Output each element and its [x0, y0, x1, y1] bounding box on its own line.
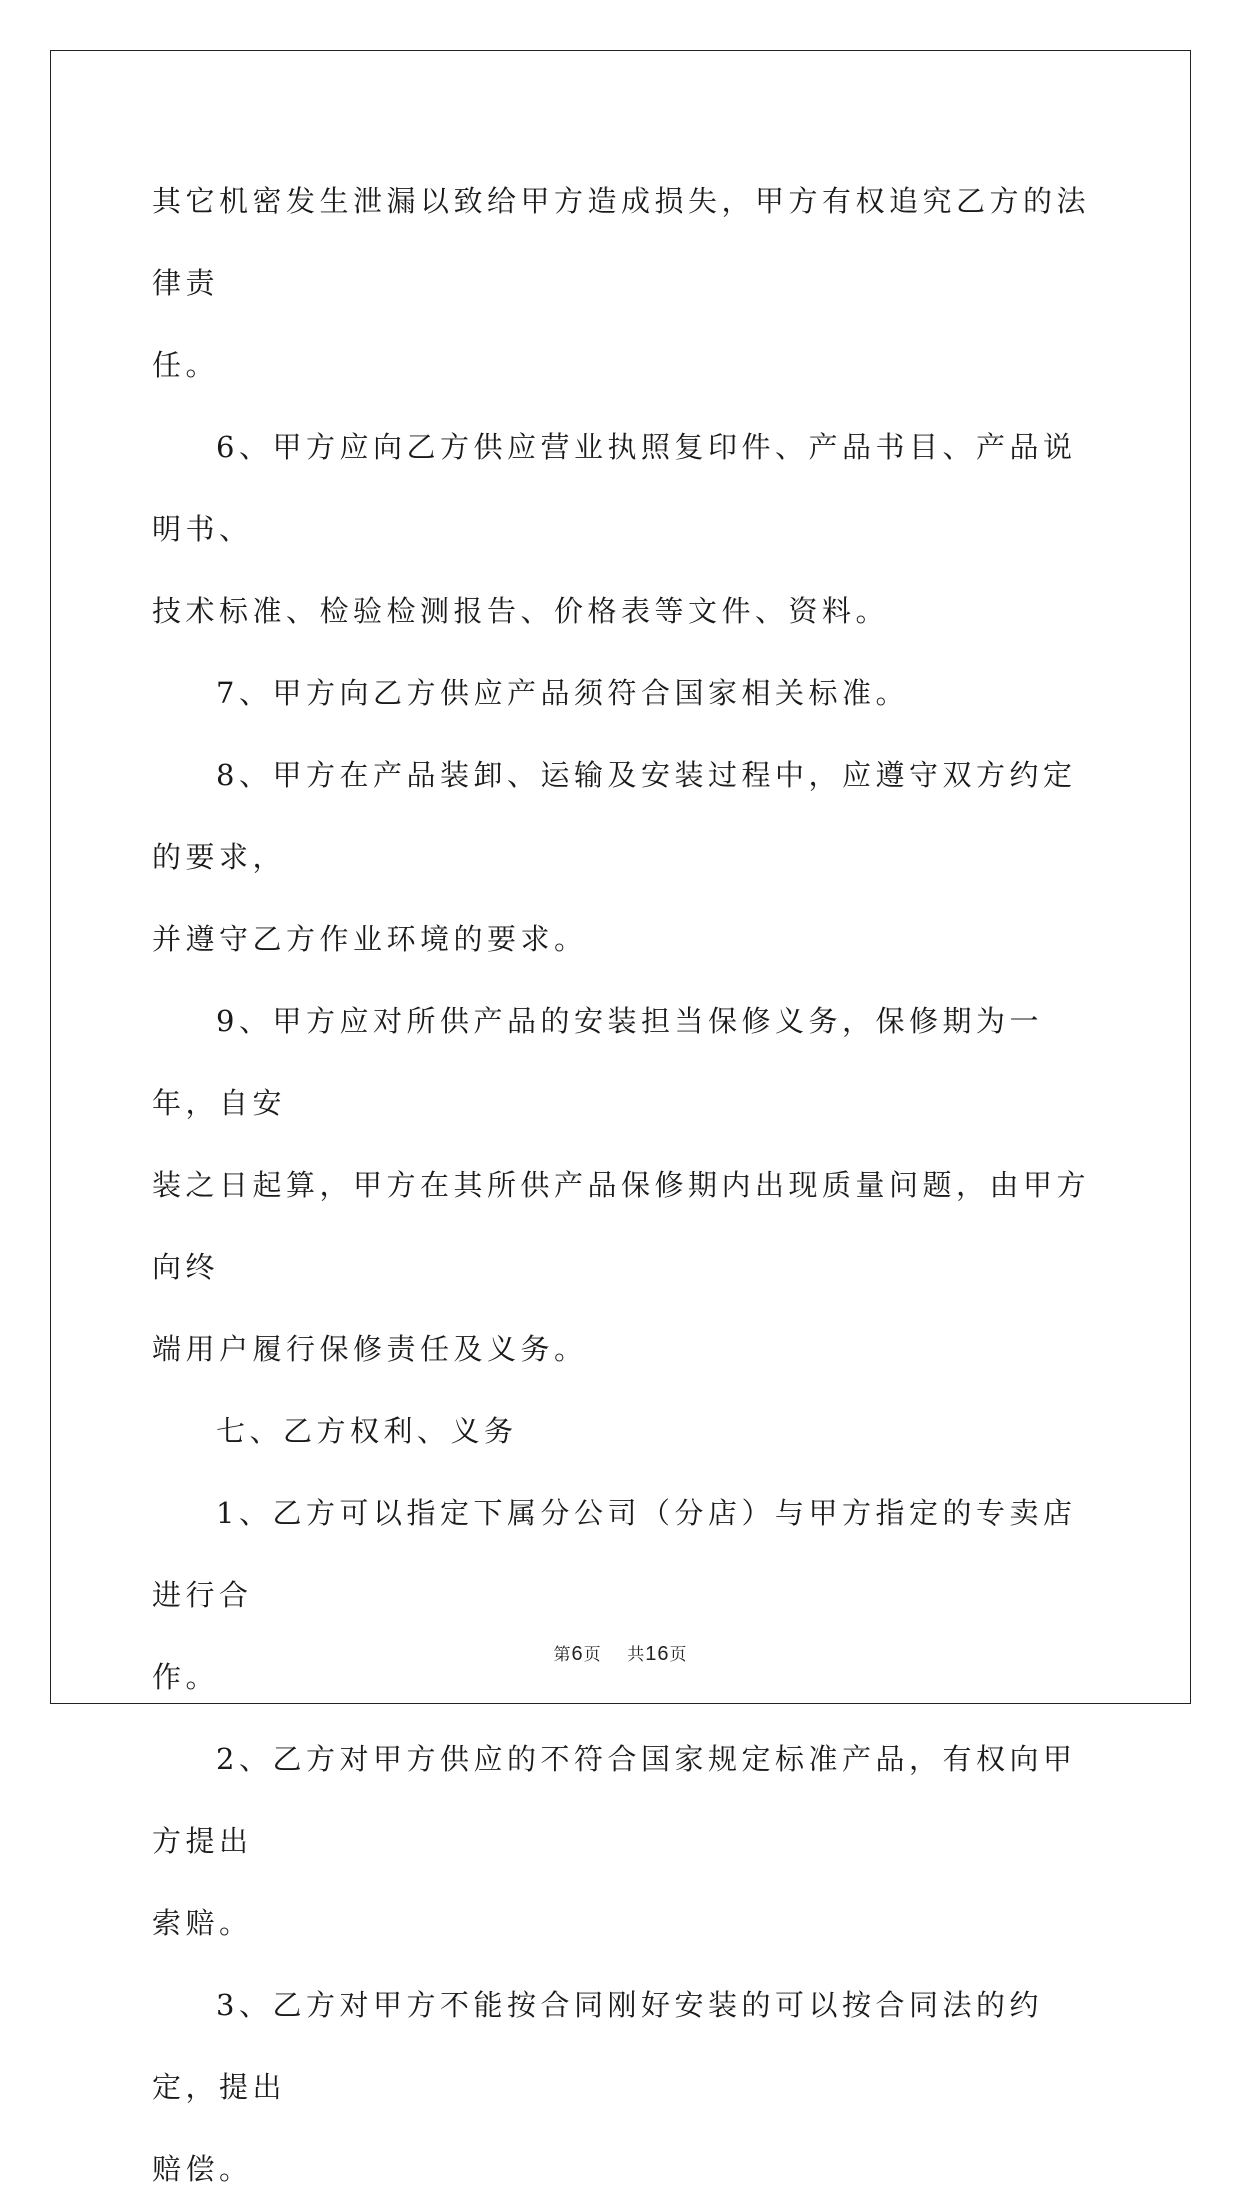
- text-line: 8、甲方在产品装卸、运输及安装过程中，应遵守双方约定的要求，: [152, 758, 1077, 874]
- text-line: 索赔。: [152, 1906, 253, 1940]
- paragraph: [152, 652, 1092, 734]
- paragraph: [152, 406, 1092, 652]
- paragraph: [152, 1964, 1092, 2210]
- page-footer: [0, 1640, 1241, 1666]
- text-line: 7、甲方向乙方供应产品须符合国家相关标准。: [216, 676, 909, 710]
- footer-total-suffix: 页: [669, 1645, 688, 1665]
- text-line: 七、乙方权利、义务: [216, 1414, 518, 1448]
- paragraph: [152, 1718, 1092, 1964]
- paragraph: [152, 160, 1092, 406]
- text-line: 3、乙方对甲方不能按合同刚好安装的可以按合同法的约定，提出: [152, 1988, 1043, 2104]
- text-line: 9、甲方应对所供产品的安装担当保修义务，保修期为一年，自安: [152, 1004, 1043, 1120]
- footer-page-suffix: 页: [583, 1645, 602, 1665]
- text-line: 并遵守乙方作业环境的要求。: [152, 922, 588, 956]
- text-line: 其它机密发生泄漏以致给甲方造成损失，甲方有权追究乙方的法律责: [152, 184, 1091, 300]
- text-line: 1、乙方可以指定下属分公司（分店）与甲方指定的专卖店进行合: [152, 1496, 1077, 1612]
- text-line: 任。: [152, 348, 220, 382]
- text-line: 端用户履行保修责任及义务。: [152, 1332, 588, 1366]
- text-line: 装之日起算，甲方在其所供产品保修期内出现质量问题，由甲方向终: [152, 1168, 1091, 1284]
- footer-total-prefix: 共: [627, 1645, 646, 1665]
- text-line: 2、乙方对甲方供应的不符合国家规定标准产品，有权向甲方提出: [152, 1742, 1077, 1858]
- page-number: 6: [571, 1643, 584, 1665]
- document-body: [152, 160, 1092, 2210]
- text-line: 赔偿。: [152, 2152, 253, 2186]
- paragraph: [152, 1472, 1092, 1718]
- text-line: 6、甲方应向乙方供应营业执照复印件、产品书目、产品说明书、: [152, 430, 1077, 546]
- section-heading: [152, 1390, 1092, 1472]
- paragraph: [152, 734, 1092, 980]
- text-line: 作。: [152, 1660, 220, 1694]
- total-pages: 16: [645, 1643, 670, 1665]
- footer-prefix: 第: [553, 1645, 572, 1665]
- text-line: 技术标准、检验检测报告、价格表等文件、资料。: [152, 594, 890, 628]
- paragraph: [152, 980, 1092, 1390]
